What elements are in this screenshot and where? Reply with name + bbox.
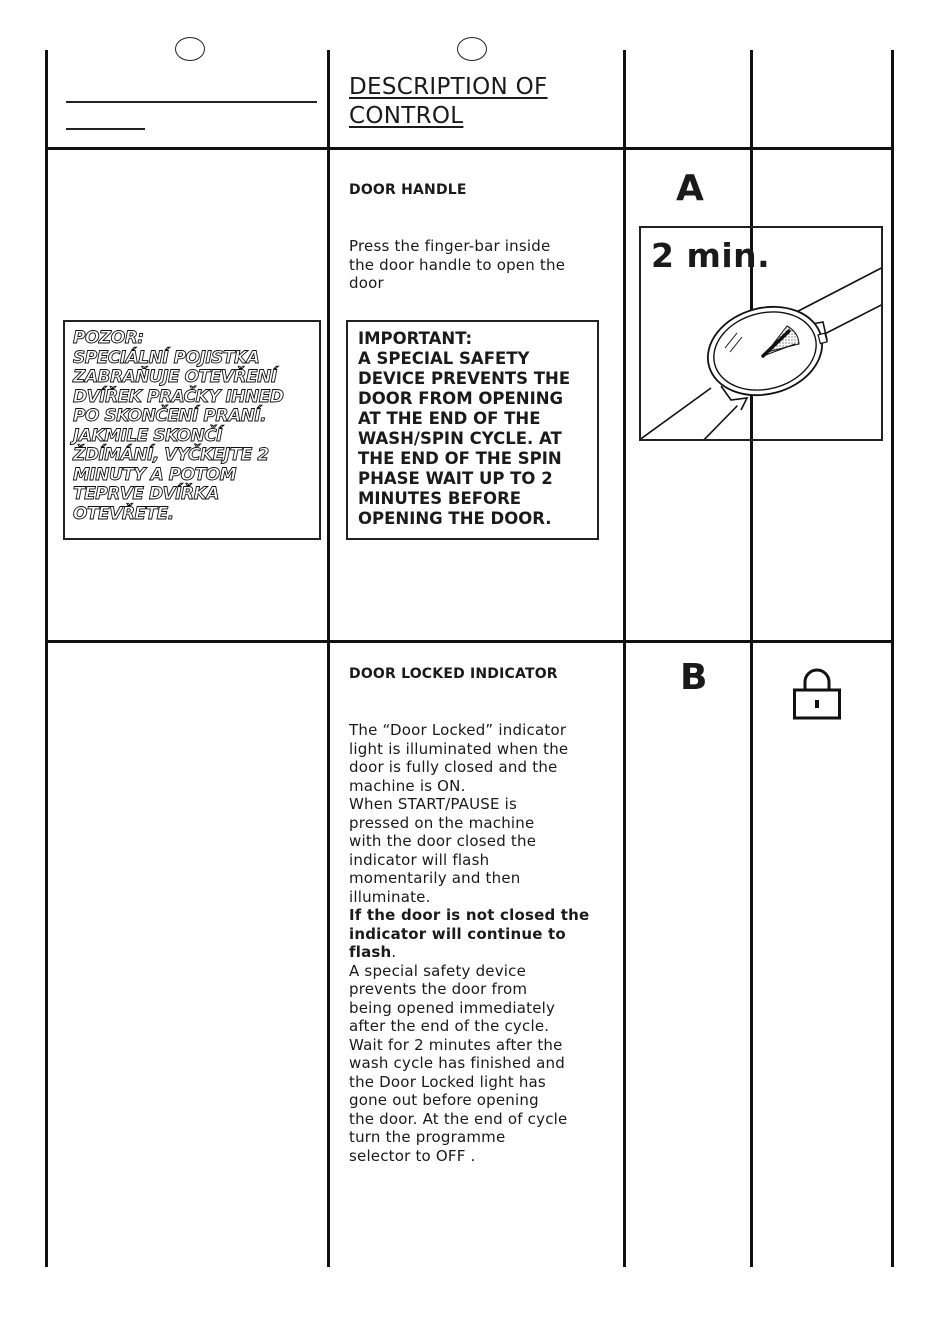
czech-warning-line: SPECIÁLNÍ POJISTKA bbox=[73, 347, 260, 368]
language-circle-left bbox=[175, 37, 205, 61]
czech-warning-line: PO SKONČENÍ PRANÍ. bbox=[73, 406, 267, 426]
important-warning-line: A SPECIAL SAFETY bbox=[358, 349, 530, 368]
door-locked-text-line: wash cycle has finished and bbox=[349, 1054, 565, 1072]
heading-line-2: CONTROL bbox=[349, 103, 464, 129]
door-locked-text-line: door is fully closed and the bbox=[349, 758, 558, 776]
important-warning-line: DOOR FROM OPENING bbox=[358, 389, 564, 408]
door-locked-title: DOOR LOCKED INDICATOR bbox=[349, 666, 558, 682]
door-locked-text-line: machine is ON. bbox=[349, 776, 466, 795]
label-b: B bbox=[680, 657, 708, 698]
important-warning-line: IMPORTANT: bbox=[358, 329, 473, 348]
important-warning-line: AT THE END OF THE bbox=[358, 409, 541, 428]
door-handle-text bbox=[349, 237, 565, 293]
czech-warning-line: JAKMILE SKONČÍ bbox=[73, 425, 223, 446]
row-divider-1 bbox=[46, 147, 894, 150]
blank-heading-line-2 bbox=[66, 128, 145, 130]
czech-warning-box bbox=[63, 320, 321, 540]
important-warning-line: DEVICE PREVENTS THE bbox=[358, 369, 571, 388]
door-locked-text-line: the door. At the end of cycle bbox=[349, 1109, 568, 1128]
czech-warning-line: DVÍŘEK PRAČKY IHNED bbox=[73, 386, 284, 407]
czech-warning-line: ZABRAŇUJE OTEVŘENÍ bbox=[73, 367, 277, 387]
door-locked-text-line: the Door Locked light has bbox=[349, 1072, 546, 1091]
door-locked-text-line: turn the programme bbox=[349, 1128, 506, 1146]
czech-warning-line: ŽDÍMÁNÍ, VYČKEJTE 2 bbox=[73, 445, 269, 465]
important-warning-line: THE END OF THE SPIN bbox=[358, 449, 562, 468]
padlock-icon bbox=[792, 666, 842, 722]
door-locked-bold-line: indicator will continue to bbox=[349, 924, 566, 943]
language-circle-right bbox=[457, 37, 487, 61]
row-divider-2 bbox=[46, 640, 894, 643]
door-locked-bold-line-last bbox=[349, 943, 589, 962]
door-locked-text-line: momentarily and then bbox=[349, 869, 521, 887]
door-locked-text-line: indicator will flash bbox=[349, 850, 490, 869]
door-locked-text-line: with the door closed the bbox=[349, 832, 537, 850]
label-a: A bbox=[676, 168, 704, 209]
door-locked-text-line: gone out before opening bbox=[349, 1091, 539, 1109]
important-warning-line: PHASE WAIT UP TO 2 bbox=[358, 469, 553, 488]
door-locked-text-line: A special safety device bbox=[349, 961, 527, 980]
door-locked-bold-text: flash bbox=[349, 943, 392, 961]
important-warning-line: WASH/SPIN CYCLE. AT bbox=[358, 429, 562, 448]
czech-warning-line: POZOR: bbox=[73, 328, 144, 348]
door-locked-text-line: The “Door Locked” indicator bbox=[349, 721, 567, 739]
czech-warning-line: TEPRVE DVÍŘKA bbox=[73, 484, 219, 504]
door-locked-text-line: illuminate. bbox=[349, 887, 431, 906]
column-divider-2 bbox=[327, 50, 330, 1267]
czech-warning-line: MINUTY A POTOM bbox=[73, 464, 237, 485]
section-heading bbox=[349, 73, 548, 131]
wait-time-caption: 2 min. bbox=[651, 236, 771, 275]
door-locked-text-line: pressed on the machine bbox=[349, 813, 535, 832]
door-locked-text-line: selector to OFF . bbox=[349, 1146, 476, 1165]
door-locked-text-line: light is illuminated when the bbox=[349, 739, 569, 758]
door-locked-text-line: prevents the door from bbox=[349, 980, 528, 998]
important-warning-line: MINUTES BEFORE bbox=[358, 489, 522, 508]
door-handle-text-line: door bbox=[349, 274, 384, 292]
door-locked-text-line: Wait for 2 minutes after the bbox=[349, 1035, 563, 1054]
door-locked-text-line: When START/PAUSE is bbox=[349, 795, 518, 813]
door-handle-title: DOOR HANDLE bbox=[349, 182, 467, 198]
column-divider-3 bbox=[623, 50, 626, 1267]
door-handle-text-line: Press the finger-bar inside bbox=[349, 237, 551, 255]
czech-warning-line: OTEVŘETE. bbox=[73, 503, 174, 524]
wait-illustration bbox=[639, 226, 883, 441]
door-locked-bold-suffix: . bbox=[391, 943, 397, 961]
door-locked-bold-line: If the door is not closed the bbox=[349, 906, 590, 924]
important-warning-line: OPENING THE DOOR. bbox=[358, 509, 552, 528]
heading-line-1: DESCRIPTION OF bbox=[349, 74, 548, 100]
door-locked-text-line: being opened immediately bbox=[349, 998, 556, 1017]
door-locked-text bbox=[349, 721, 589, 1165]
important-warning-box bbox=[346, 320, 599, 540]
column-divider-left bbox=[45, 50, 48, 1267]
blank-heading-line-1 bbox=[66, 101, 317, 103]
door-handle-text-line: the door handle to open the bbox=[349, 255, 566, 274]
column-divider-right bbox=[891, 50, 894, 1267]
door-locked-text-line: after the end of the cycle. bbox=[349, 1017, 550, 1035]
wristwatch-icon bbox=[641, 228, 881, 439]
